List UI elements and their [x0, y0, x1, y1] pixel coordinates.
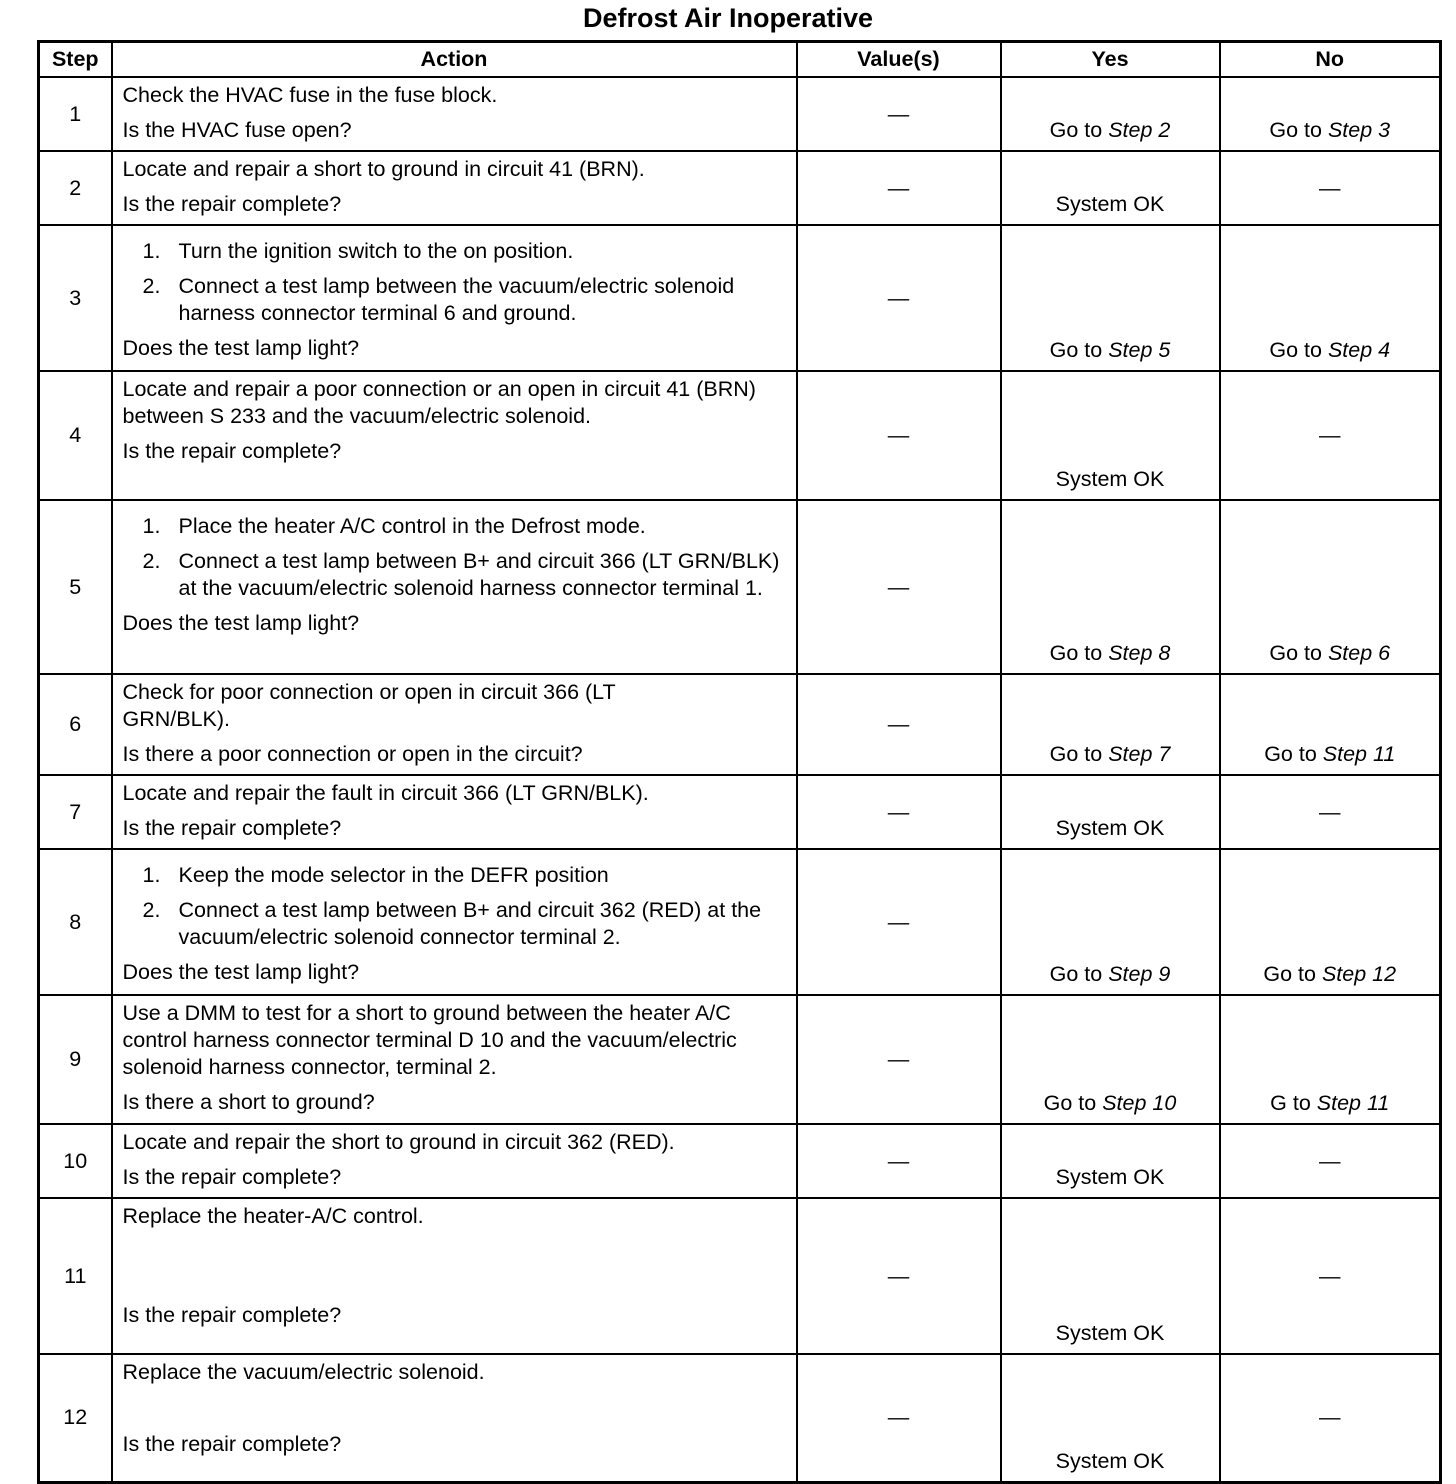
- yes-cell: [1001, 674, 1220, 775]
- list-text: Connect a test lamp between B+ and circuit 362 (RED) at the vacuum/electric solenoid connector terminal 2.: [178, 898, 762, 949]
- action-question: Is there a poor connection or open in the circuit?: [122, 742, 583, 766]
- list-item: [123, 548, 788, 602]
- yes-cell: System OK: [1001, 371, 1220, 500]
- step-number: 6: [39, 674, 112, 775]
- action-text: Use a DMM to test for a short to ground between the heater A/C control harness connector terminal D 10 and the vacuum/electric solenoid harness connector, terminal 2.: [122, 1001, 737, 1079]
- yes-cell: System OK: [1001, 1354, 1220, 1482]
- value-cell: —: [797, 849, 1001, 995]
- action-text: Check the HVAC fuse in the fuse block.: [122, 83, 498, 107]
- diagnostic-table: [37, 40, 1442, 1484]
- no-prefix: Go to: [1264, 742, 1323, 766]
- list-text: Keep the mode selector in the DEFR position: [178, 863, 609, 887]
- yes-step-ref: Step 5: [1108, 338, 1171, 362]
- list-number: 2.: [142, 274, 161, 298]
- list-number: 1.: [142, 514, 161, 538]
- action-cell: [112, 1354, 797, 1482]
- action-question: Is the repair complete?: [122, 1432, 342, 1456]
- value-cell: —: [797, 1124, 1001, 1198]
- list-number: 2.: [142, 898, 161, 922]
- no-step-ref: Step 11: [1316, 1091, 1390, 1115]
- table-row: [39, 995, 1441, 1124]
- step-number: 4: [39, 371, 112, 500]
- action-cell: [112, 151, 797, 225]
- table-row: [39, 77, 1441, 151]
- step-number: 1: [39, 77, 112, 151]
- action-text: Replace the vacuum/electric solenoid.: [122, 1360, 485, 1384]
- step-number: 12: [39, 1354, 112, 1482]
- yes-cell: [1001, 995, 1220, 1124]
- step-number: 11: [39, 1198, 112, 1354]
- yes-prefix: Go to: [1049, 641, 1109, 665]
- yes-step-ref: Step 2: [1108, 118, 1171, 142]
- action-text: Check for poor connection or open in circuit 366 (LT GRN/BLK).: [122, 680, 616, 731]
- no-step-ref: Step 4: [1327, 338, 1391, 362]
- action-question: Is the repair complete?: [122, 439, 342, 463]
- no-cell: [1220, 995, 1441, 1124]
- action-cell: [112, 674, 797, 775]
- yes-prefix: Go to: [1049, 338, 1109, 362]
- table-row: [39, 151, 1441, 225]
- yes-prefix: Go to: [1043, 1091, 1103, 1115]
- no-cell: —: [1220, 775, 1441, 849]
- no-step-ref: Step 11: [1322, 742, 1396, 766]
- action-cell: [112, 77, 797, 151]
- step-number: 7: [39, 775, 112, 849]
- list-number: 1.: [142, 863, 161, 887]
- value-cell: —: [797, 775, 1001, 849]
- header-values: Value(s): [797, 42, 1001, 78]
- step-number: 2: [39, 151, 112, 225]
- no-cell: [1220, 674, 1441, 775]
- step-number: 3: [39, 225, 112, 371]
- yes-step-ref: Step 9: [1108, 962, 1171, 986]
- yes-step-ref: Step 7: [1108, 742, 1171, 766]
- value-cell: —: [797, 77, 1001, 151]
- step-number: 9: [39, 995, 112, 1124]
- action-text: Locate and repair a poor connection or an open in circuit 41 (BRN) between S 233 and the vacuum/electric solenoid.: [122, 377, 756, 428]
- step-number: 8: [39, 849, 112, 995]
- yes-prefix: Go to: [1049, 118, 1109, 142]
- action-question: Is the HVAC fuse open?: [122, 118, 352, 142]
- no-prefix: G to: [1270, 1091, 1317, 1115]
- yes-prefix: Go to: [1049, 742, 1109, 766]
- value-cell: —: [797, 500, 1001, 674]
- list-number: 2.: [142, 549, 161, 573]
- action-cell: [112, 775, 797, 849]
- yes-cell: [1001, 849, 1220, 995]
- table-row: [39, 1354, 1441, 1482]
- action-cell: [112, 225, 797, 371]
- list-item: [123, 897, 788, 951]
- table-row: [39, 1198, 1441, 1354]
- yes-cell: System OK: [1001, 1124, 1220, 1198]
- list-item: [123, 862, 788, 889]
- no-step-ref: Step 3: [1327, 118, 1391, 142]
- no-cell: —: [1220, 151, 1441, 225]
- action-text: Locate and repair the short to ground in circuit 362 (RED).: [122, 1130, 675, 1154]
- action-text: Locate and repair the fault in circuit 366 (LT GRN/BLK).: [122, 781, 649, 805]
- action-question: Is the repair complete?: [122, 1303, 342, 1327]
- no-cell: [1220, 500, 1441, 674]
- action-cell: [112, 1198, 797, 1354]
- page-title: Defrost Air Inoperative: [582, 3, 874, 33]
- action-cell: [112, 371, 797, 500]
- yes-prefix: Go to: [1049, 962, 1109, 986]
- action-question: Is there a short to ground?: [122, 1090, 375, 1114]
- action-cell: [112, 849, 797, 995]
- no-cell: —: [1220, 1124, 1441, 1198]
- no-prefix: Go to: [1263, 962, 1322, 986]
- step-number: 5: [39, 500, 112, 674]
- header-row: [39, 42, 1441, 78]
- action-cell: [112, 995, 797, 1124]
- no-cell: —: [1220, 1354, 1441, 1482]
- header-step: Step: [39, 42, 112, 78]
- action-cell: [112, 500, 797, 674]
- yes-cell: [1001, 77, 1220, 151]
- no-cell: [1220, 849, 1441, 995]
- no-prefix: Go to: [1269, 641, 1328, 665]
- no-cell: —: [1220, 371, 1441, 500]
- value-cell: —: [797, 1354, 1001, 1482]
- yes-cell: [1001, 500, 1220, 674]
- list-text: Connect a test lamp between B+ and circuit 366 (LT GRN/BLK) at the vacuum/electric solenoid harness connector terminal 1.: [178, 549, 780, 600]
- list-number: 1.: [142, 239, 161, 263]
- yes-cell: System OK: [1001, 775, 1220, 849]
- yes-cell: [1001, 225, 1220, 371]
- step-number: 10: [39, 1124, 112, 1198]
- table-row: [39, 500, 1441, 674]
- no-prefix: Go to: [1269, 118, 1328, 142]
- no-step-ref: Step 6: [1327, 641, 1391, 665]
- table-row: [39, 674, 1441, 775]
- action-question: Does the test lamp light?: [122, 611, 360, 635]
- action-question: Is the repair complete?: [122, 816, 342, 840]
- table-row: [39, 225, 1441, 371]
- action-text: Locate and repair a short to ground in circuit 41 (BRN).: [122, 157, 645, 181]
- table-row: [39, 371, 1441, 500]
- action-question: Does the test lamp light?: [122, 960, 360, 984]
- list-item: [123, 513, 788, 540]
- yes-cell: System OK: [1001, 151, 1220, 225]
- value-cell: —: [797, 371, 1001, 500]
- list-item: [123, 273, 788, 327]
- no-prefix: Go to: [1269, 338, 1328, 362]
- action-text: Replace the heater-A/C control.: [122, 1204, 424, 1228]
- no-cell: [1220, 225, 1441, 371]
- no-cell: [1220, 77, 1441, 151]
- header-yes: Yes: [1001, 42, 1220, 78]
- header-action: Action: [112, 42, 797, 78]
- yes-cell: System OK: [1001, 1198, 1220, 1354]
- table-row: [39, 849, 1441, 995]
- action-question: Is the repair complete?: [122, 192, 342, 216]
- table-row: [39, 1124, 1441, 1198]
- action-cell: [112, 1124, 797, 1198]
- header-no: No: [1220, 42, 1441, 78]
- list-text: Turn the ignition switch to the on position.: [178, 239, 574, 263]
- no-step-ref: Step 12: [1321, 962, 1397, 986]
- value-cell: —: [797, 995, 1001, 1124]
- value-cell: —: [797, 151, 1001, 225]
- value-cell: —: [797, 674, 1001, 775]
- list-text: Place the heater A/C control in the Defrost mode.: [178, 514, 646, 538]
- action-question: Is the repair complete?: [122, 1165, 342, 1189]
- list-item: [123, 238, 788, 265]
- yes-step-ref: Step 8: [1108, 641, 1171, 665]
- table-row: [39, 775, 1441, 849]
- no-cell: —: [1220, 1198, 1441, 1354]
- yes-step-ref: Step 10: [1102, 1091, 1177, 1115]
- action-question: Does the test lamp light?: [122, 336, 360, 360]
- value-cell: —: [797, 225, 1001, 371]
- list-text: Connect a test lamp between the vacuum/electric solenoid harness connector terminal 6 and ground.: [178, 274, 735, 325]
- value-cell: —: [797, 1198, 1001, 1354]
